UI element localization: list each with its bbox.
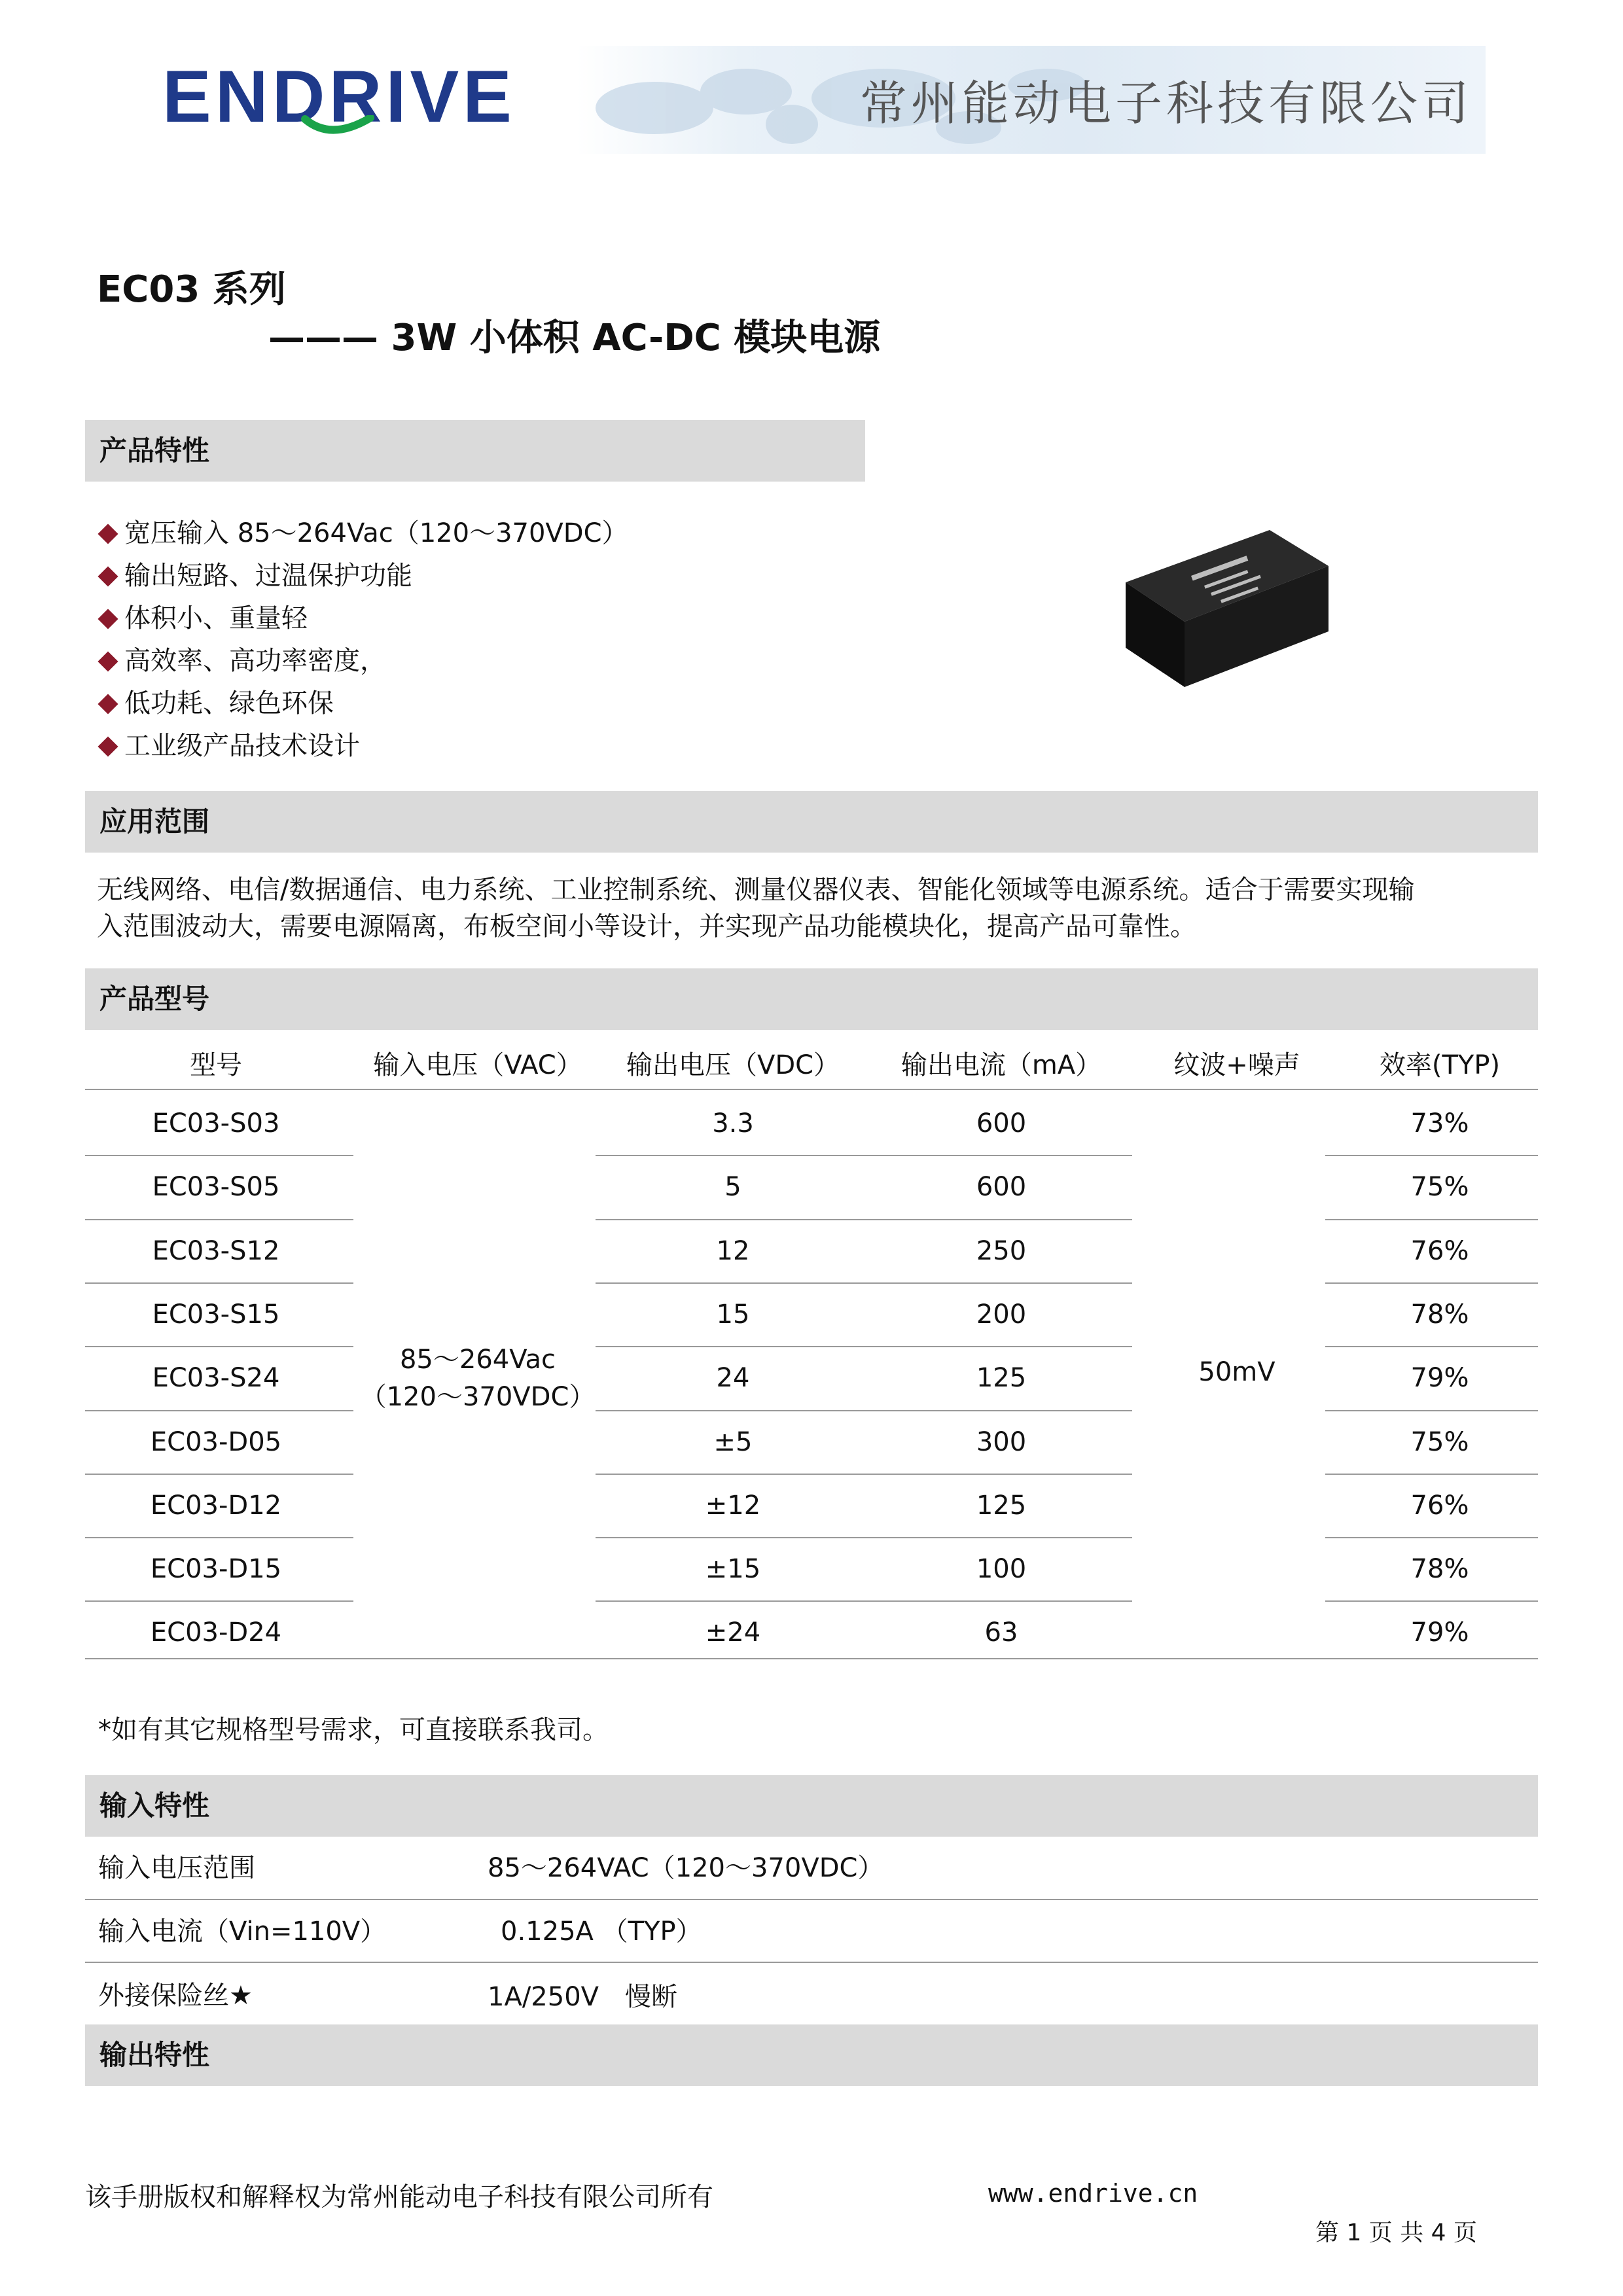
model-cell: EC03-D05	[150, 1426, 282, 1457]
input-current-label: 输入电流（Vin=110V）	[98, 1916, 387, 1947]
col-efficiency: 效率(TYP)	[1379, 1050, 1501, 1080]
row-divider	[85, 1282, 353, 1284]
logo-text: ENDRIVE	[162, 56, 516, 137]
efficiency-cell: 79%	[1410, 1617, 1469, 1648]
row-divider	[85, 1537, 353, 1538]
output-current-cell: 600	[976, 1108, 1027, 1139]
col-output-voltage: 输出电压（VDC）	[626, 1050, 840, 1080]
model-cell: EC03-S15	[152, 1299, 280, 1330]
row-divider	[596, 1155, 1132, 1156]
footer-copyright: 该手册版权和解释权为常州能动电子科技有限公司所有	[85, 2182, 713, 2212]
row-divider	[596, 1474, 1132, 1475]
row-divider	[85, 1155, 353, 1156]
feature-item: 高效率、高功率密度，	[98, 640, 628, 682]
output-voltage-cell: 3.3	[712, 1108, 754, 1139]
efficiency-cell: 76%	[1410, 1490, 1469, 1521]
input-heading: 输入特性	[85, 1775, 1538, 1837]
application-heading: 应用范围	[85, 791, 1538, 853]
output-current-cell: 125	[976, 1490, 1027, 1521]
row-divider	[1325, 1219, 1538, 1220]
ripple-cell: 50mV	[1198, 1357, 1275, 1387]
row-divider	[1325, 1537, 1538, 1538]
efficiency-cell: 73%	[1410, 1108, 1469, 1139]
model-note: *如有其它规格型号需求，可直接联系我司。	[98, 1715, 609, 1745]
table-divider	[85, 1089, 1538, 1090]
output-voltage-cell: 5	[724, 1172, 741, 1203]
model-cell: EC03-S05	[152, 1172, 280, 1203]
output-current-cell: 125	[976, 1363, 1027, 1394]
output-current-cell: 300	[976, 1426, 1027, 1457]
efficiency-cell: 78%	[1410, 1554, 1469, 1585]
model-table-header	[0, 0, 1623, 1112]
model-cell: EC03-D24	[150, 1617, 282, 1648]
row-divider	[1325, 1410, 1538, 1411]
row-divider	[1325, 1282, 1538, 1284]
series-subtitle: ——— 3W 小体积 AC-DC 模块电源	[268, 317, 881, 359]
row-divider	[596, 1410, 1132, 1411]
output-voltage-cell: ±24	[705, 1617, 761, 1648]
output-current-cell: 100	[976, 1554, 1027, 1585]
output-voltage-cell: 12	[716, 1235, 750, 1266]
model-cell: EC03-D15	[150, 1554, 282, 1585]
feature-item: 体积小、重量轻	[98, 597, 628, 640]
feature-item: 工业级产品技术设计	[98, 725, 628, 768]
col-input-voltage: 输入电压（VAC）	[373, 1050, 582, 1080]
row-divider	[596, 1219, 1132, 1220]
features-heading: 产品特性	[85, 420, 865, 482]
row-divider	[596, 1537, 1132, 1538]
output-voltage-cell: 24	[716, 1363, 750, 1394]
fuse-label: 外接保险丝★	[98, 1981, 253, 2011]
model-cell: EC03-D12	[150, 1490, 282, 1521]
model-cell: EC03-S03	[152, 1108, 280, 1139]
col-ripple: 纹波+噪声	[1173, 1050, 1300, 1080]
feature-item: 输出短路、过温保护功能	[98, 555, 628, 597]
col-model: 型号	[190, 1050, 242, 1080]
col-output-current: 输出电流（mA）	[901, 1050, 1102, 1080]
row-divider	[596, 1282, 1132, 1284]
row-divider	[1325, 1155, 1538, 1156]
output-voltage-cell: ±12	[705, 1490, 761, 1521]
output-current-cell: 200	[976, 1299, 1027, 1330]
row-divider	[85, 1600, 353, 1602]
feature-item: 低功耗、绿色环保	[98, 682, 628, 725]
company-name: 常州能动电子科技有限公司	[859, 76, 1472, 131]
output-current-cell: 600	[976, 1172, 1027, 1203]
spec-divider	[85, 1962, 1538, 1963]
row-divider	[1325, 1474, 1538, 1475]
row-divider	[1325, 1346, 1538, 1347]
output-voltage-cell: ±5	[713, 1426, 753, 1457]
efficiency-cell: 75%	[1410, 1172, 1469, 1203]
row-divider	[85, 1346, 353, 1347]
application-text: 无线网络、电信/数据通信、电力系统、工业控制系统、测量仪器仪表、智能化领域等电源系统。适合于需要实现输 入范围波动大，需要电源隔离，布板空间小等设计，并实现产品功能模块化，提高产品可靠性。	[97, 875, 1415, 942]
row-divider	[85, 1219, 353, 1220]
row-divider	[1325, 1600, 1538, 1602]
footer-url-link[interactable]: www.endrive.cn	[988, 2179, 1198, 2208]
output-current-cell: 250	[976, 1235, 1027, 1266]
page-number: 第 1 页 共 4 页	[1315, 2219, 1478, 2246]
fuse-value: 1A/250V 慢断	[488, 1982, 677, 2012]
table-bottom-line	[85, 1658, 1538, 1659]
efficiency-cell: 78%	[1410, 1299, 1469, 1330]
output-current-cell: 63	[984, 1617, 1018, 1648]
efficiency-cell: 79%	[1410, 1363, 1469, 1394]
row-divider	[85, 1474, 353, 1475]
input-voltage-range-label: 输入电压范围	[98, 1853, 255, 1883]
row-divider	[596, 1600, 1132, 1602]
output-voltage-cell: 15	[716, 1299, 750, 1330]
feature-item: 宽压输入 85～264Vac（120～370VDC）	[98, 512, 628, 555]
row-divider	[85, 1410, 353, 1411]
output-heading: 输出特性	[85, 2024, 1538, 2086]
input-voltage-cell: 85～264Vac （120～370VDC）	[360, 1345, 596, 1412]
models-heading: 产品型号	[85, 968, 1538, 1030]
spec-divider	[85, 1899, 1538, 1900]
input-voltage-range-value: 85～264VAC（120～370VDC）	[488, 1853, 884, 1883]
model-cell: EC03-S12	[152, 1235, 280, 1266]
input-current-value: 0.125A （TYP）	[501, 1916, 702, 1947]
efficiency-cell: 75%	[1410, 1426, 1469, 1457]
model-cell: EC03-S24	[152, 1363, 280, 1394]
row-divider	[596, 1346, 1132, 1347]
series-title: EC03 系列	[97, 268, 286, 311]
efficiency-cell: 76%	[1410, 1235, 1469, 1266]
output-voltage-cell: ±15	[705, 1554, 761, 1585]
